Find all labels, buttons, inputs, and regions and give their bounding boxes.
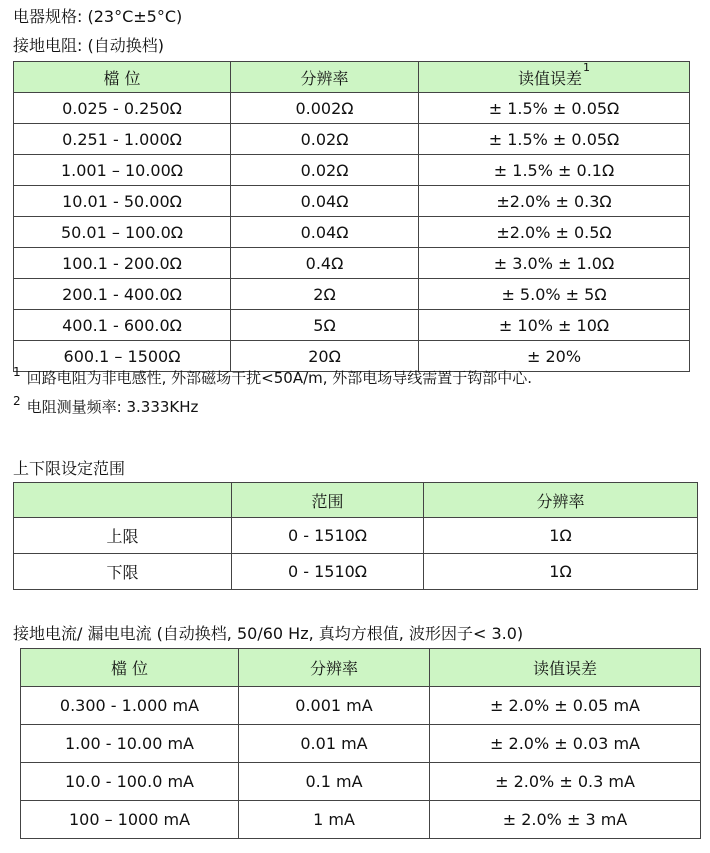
accuracy-cell: ± 1.5% ± 0.05Ω [419,124,690,155]
accuracy-cell: ± 2.0% ± 0.3 mA [430,763,701,801]
header-blank [14,483,232,518]
range-cell: 400.1 - 600.0Ω [14,310,231,341]
table-row [14,341,690,372]
range-cell: 0 - 1510Ω [232,554,424,590]
range-cell: 10.01 - 50.00Ω [14,186,231,217]
accuracy-cell: ± 10% ± 10Ω [419,310,690,341]
footnote-2-number: 2 [13,394,21,408]
accuracy-cell: ± 1.5% ± 0.1Ω [419,155,690,186]
resolution-cell: 1Ω [424,554,698,590]
resolution-cell: 0.4Ω [231,248,419,279]
resolution-cell: 0.002Ω [231,93,419,124]
accuracy-cell: ±2.0% ± 0.3Ω [419,186,690,217]
accuracy-cell: ± 3.0% ± 1.0Ω [419,248,690,279]
footnote-2 [13,394,199,418]
accuracy-cell: ± 1.5% ± 0.05Ω [419,93,690,124]
resolution-cell: 1 mA [239,801,430,839]
table-header-row [21,649,701,687]
header-range: 檔 位 [21,649,239,687]
range-cell: 50.01 – 100.0Ω [14,217,231,248]
resolution-cell: 0.1 mA [239,763,430,801]
footnote-mark: 1 [583,60,590,74]
range-cell: 0.300 - 1.000 mA [21,687,239,725]
table-row [14,279,690,310]
header-accuracy: 读值误差 [430,649,701,687]
resolution-cell: 0.04Ω [231,186,419,217]
resolution-cell: 0.02Ω [231,155,419,186]
table-row [14,155,690,186]
footnote-2-text: 电阻测量频率: 3.333KHz [26,398,199,416]
range-cell: 200.1 - 400.0Ω [14,279,231,310]
ground-resistance-table [13,61,690,372]
header-resolution: 分辨率 [424,483,698,518]
leakage-title: 接地电流/ 漏电电流 (自动换档, 50/60 Hz, 真均方根值, 波形因子< 3.0) [13,624,524,643]
table-row [21,763,701,801]
header-range: 范围 [232,483,424,518]
table-row [14,310,690,341]
table-row [21,801,701,839]
spec-title: 电器规格: (23°C±5°C) [13,7,183,26]
resolution-cell: 2Ω [231,279,419,310]
range-cell: 1.00 - 10.00 mA [21,725,239,763]
resolution-cell: 5Ω [231,310,419,341]
accuracy-cell: ± 20% [419,341,690,372]
header-resolution: 分辨率 [239,649,430,687]
range-cell: 100 – 1000 mA [21,801,239,839]
footnote-1 [13,365,533,389]
leakage-table [20,648,701,839]
footnote-1-text: 回路电阻为非电感性, 外部磁场干扰<50A/m, 外部电场导线需置于钩部中心. [26,369,533,387]
accuracy-cell: ± 2.0% ± 0.05 mA [430,687,701,725]
table-row [21,725,701,763]
limit-label-cell: 上限 [14,518,232,554]
header-accuracy [419,62,690,93]
accuracy-cell: ± 5.0% ± 5Ω [419,279,690,310]
range-cell: 0 - 1510Ω [232,518,424,554]
ground-resistance-title: 接地电阻: (自动换档) [13,36,164,55]
table-header-row [14,483,698,518]
table-row [14,186,690,217]
resolution-cell: 1Ω [424,518,698,554]
resolution-cell: 0.04Ω [231,217,419,248]
table-row [14,248,690,279]
table-row [14,554,698,590]
range-cell: 1.001 – 10.00Ω [14,155,231,186]
table-row [14,93,690,124]
range-cell: 100.1 - 200.0Ω [14,248,231,279]
resolution-cell: 0.01 mA [239,725,430,763]
accuracy-cell: ±2.0% ± 0.5Ω [419,217,690,248]
table-row [14,518,698,554]
header-range: 檔 位 [14,62,231,93]
limits-table [13,482,698,590]
range-cell: 0.025 - 0.250Ω [14,93,231,124]
header-accuracy-label: 读值误差 [517,68,582,88]
limits-title: 上下限设定范围 [13,459,126,478]
limit-label-cell: 下限 [14,554,232,590]
footnote-1-number: 1 [13,365,21,379]
table-row [14,217,690,248]
resolution-cell: 20Ω [231,341,419,372]
resolution-cell: 0.02Ω [231,124,419,155]
range-cell: 10.0 - 100.0 mA [21,763,239,801]
resolution-cell: 0.001 mA [239,687,430,725]
range-cell: 600.1 – 1500Ω [14,341,231,372]
range-cell: 0.251 - 1.000Ω [14,124,231,155]
table-row [21,687,701,725]
table-header-row [14,62,690,93]
header-resolution: 分辨率 [231,62,419,93]
accuracy-cell: ± 2.0% ± 3 mA [430,801,701,839]
table-row [14,124,690,155]
accuracy-cell: ± 2.0% ± 0.03 mA [430,725,701,763]
